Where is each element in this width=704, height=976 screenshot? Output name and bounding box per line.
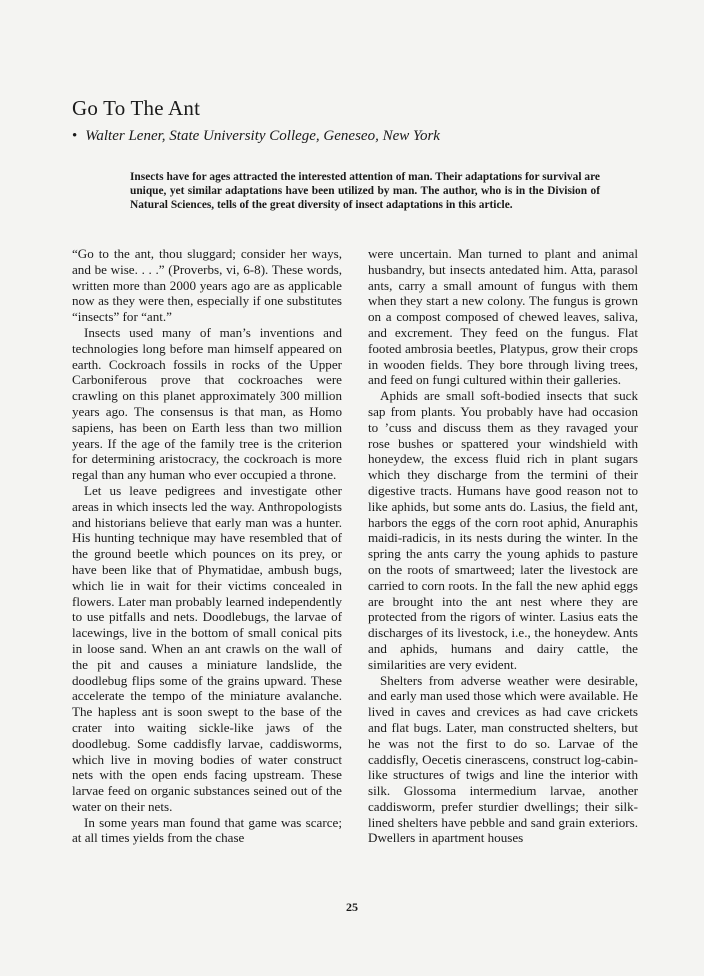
paragraph: Let us leave pedigrees and investigate other areas in which insects led the way. Anthropologists and historians believe that early man was a hunter. His hunting technique may have resembled that of the ground beetle which pounces on its prey, or have been like that of Phymatidae, ambush bugs, which lie in wait for their victims concealed in flowers. Later man probably learned independently to use pitfalls and nets. Doodlebugs, the larvae of lacewings, live in the bottom of small conical pits in loose sand. When an ant crawls on the wall of the pit and causes a miniature landslide, the doodlebug flips some of the grains upward. These accelerate the tempo of the miniature avalanche. The hapless ant is soon swept to the base of the crater into waiting sickle-like jaws of the doodlebug. Some caddisfly larvae, caddisworms, which live in moving bodies of water construct nets with the open ends facing upstream. These larvae feed on organic substances seined out of the water on their nets. (72, 482, 342, 814)
paragraph: “Go to the ant, thou sluggard; consider her ways, and be wise. . . .” (Proverbs, vi, 6-8). These words, written more than 2000 years ago are as applicable now as they were then, especially if one substitutes “insects” for “ant.” (72, 246, 342, 325)
page-number: 25 (346, 900, 358, 914)
bullet-icon: • (72, 128, 78, 144)
paragraph: were uncertain. Man turned to plant and animal husbandry, but insects antedated him. Atta, parasol ants, carry a small amount of fungus with them when they start a new colony. The fungus is grown on a compost composed of chewed leaves, saliva, and excrement. They feed on the fungus. Flat footed ambrosia beetles, Platypus, grow their crops in wooden fields. They bore through living trees, and feed on fungi cultured within their galleries. (368, 246, 638, 388)
left-column (72, 246, 342, 846)
right-column (368, 246, 638, 846)
author-name: Walter Lener, State University College, Geneseo, New York (85, 128, 440, 144)
author-line (72, 128, 440, 145)
article-title: Go To The Ant (72, 96, 201, 120)
paragraph: Insects used many of man’s inventions and technologies long before man himself appeared on earth. Cockroach fossils in rocks of the Upper Carboniferous prove that cockroaches were crawling on this planet approximately 300 million years ago. The consensus is that man, as Homo sapiens, has been on Earth less than two million years. If the age of the family tree is the criterion for determining aristocracy, the cockroach is more regal than any human who ever occupied a throne. (72, 324, 342, 483)
paragraph: Shelters from adverse weather were desirable, and early man used those which were available. He lived in caves and crevices as had cave crickets and flat bugs. Later, man constructed shelters, but he was not the first to do so. Larvae of the caddisfly, Oecetis cinerascens, construct log-cabin-like structures of twigs and line the interior with silk. Glossoma intermedium larvae, another caddisworm, prefer sturdier dwellings; their silk-lined shelters have pebble and sand grain exteriors. Dwellers in apartment houses (368, 672, 638, 846)
paragraph: In some years man found that game was scarce; at all times yields from the chase (72, 814, 342, 846)
abstract: Insects have for ages attracted the interested attention of man. Their adaptations for survival are unique, yet similar adaptations have been utilized by man. The author, who is in the Division of Natural Sciences, tells of the great diversity of insect adaptations in this article. (130, 171, 600, 212)
paragraph: Aphids are small soft-bodied insects that suck sap from plants. You probably have had occasion to ’cuss and discuss them as they ravaged your rose bushes or spattered your windshield with honeydew, the excess fluid rich in plant sugars which they discharge from the termini of their digestive tracts. Humans have good reason not to like aphids, but some ants do. Lasius, the field ant, harbors the eggs of the corn root aphid, Anuraphis maidi-radicis, in its nests during the winter. In the spring the ants carry the young aphids to pasture on the roots of smartweed; later the livestock are carried to corn roots. In the fall the new aphid eggs are brought into the ant nest where they are protected from the rigors of winter. Lasius eats the discharges of its livestock, i.e., the honeydew. Ants and aphids, humans and dairy cattle, the similarities are very evident. (368, 388, 638, 672)
